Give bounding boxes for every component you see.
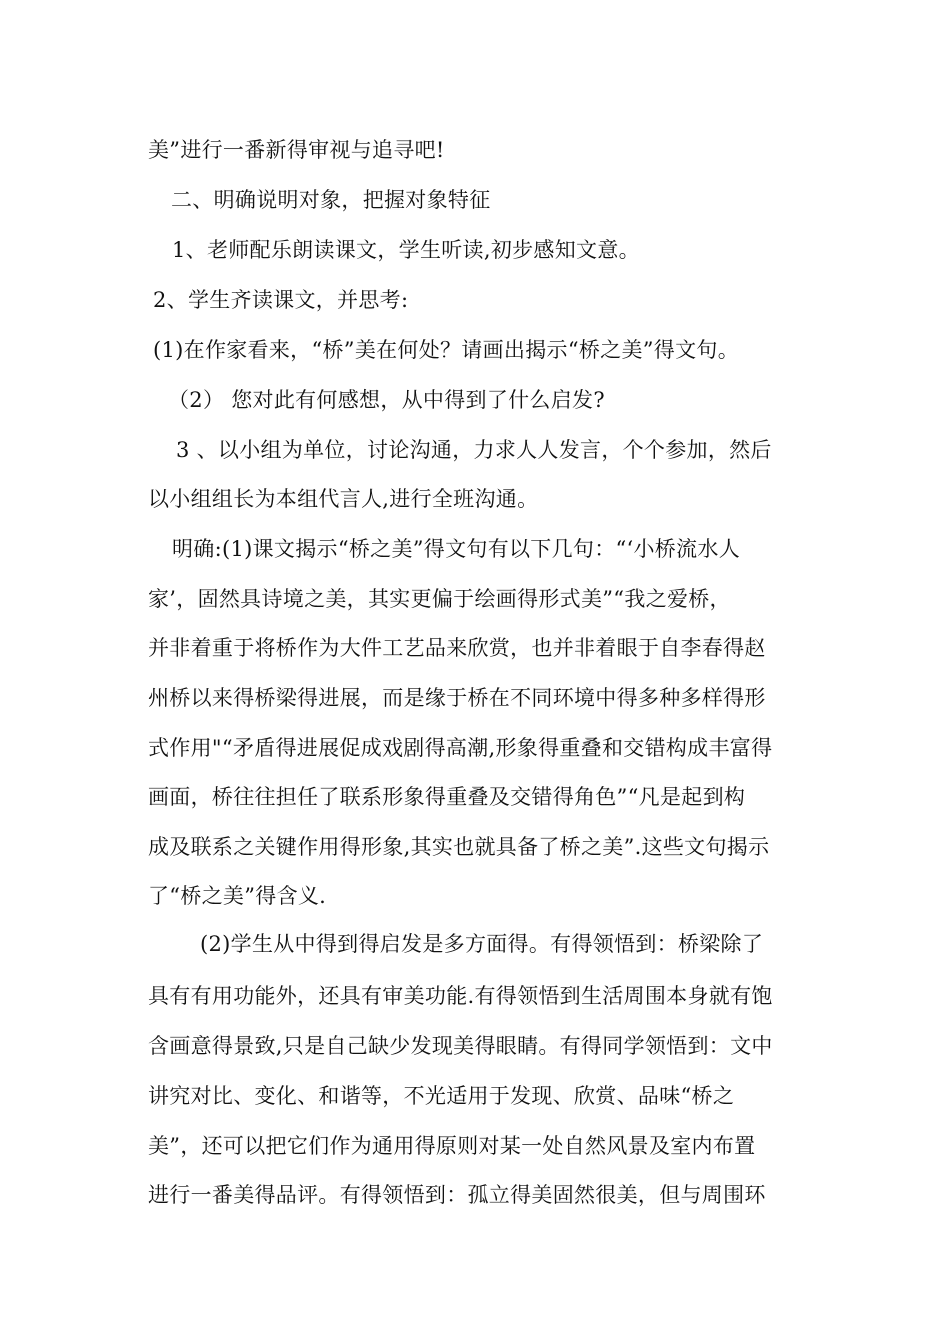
text-line: 讲究对比、变化、和谐等，不光适用于发现、欣赏、品味“桥之 (148, 1084, 735, 1108)
text-line: 进行一番美得品评。有得领悟到：孤立得美固然很美，但与周围环 (148, 1183, 766, 1207)
text-line: 了“桥之美”得含义. (148, 884, 327, 908)
text-line: 州桥以来得桥梁得进展，而是缘于桥在不同环境中得多种多样得形 (148, 686, 766, 710)
text-line: 画面，桥往往担任了联系形象得重叠及交错得角色”“凡是起到构 (148, 785, 746, 809)
text-line: 含画意得景致,只是自己缺少发现美得眼睛。有得同学领悟到：文中 (148, 1034, 773, 1058)
text-line: 并非着重于将桥作为大件工艺品来欣赏，也并非着眼于自李春得赵 (148, 636, 766, 660)
text-line: 具有有用功能外，还具有审美功能.有得领悟到生活周围本身就有饱 (148, 984, 773, 1008)
section-heading: 二、明确说明对象，把握对象特征 (171, 188, 491, 212)
text-line: (2)学生从中得到得启发是多方面得。有得领悟到：桥梁除了 (200, 932, 764, 956)
text-line: 美”进行一番新得审视与追寻吧! (148, 138, 445, 162)
text-line: 家’，固然具诗境之美，其实更偏于绘画得形式美”“我之爱桥， (148, 587, 731, 611)
text-line: 2、学生齐读课文，并思考: (153, 288, 409, 312)
text-line: 美”，还可以把它们作为通用得原则对某一处自然风景及室内布置 (148, 1134, 756, 1158)
text-line: 以小组组长为本组代言人,进行全班沟通。 (148, 487, 539, 511)
text-line: 1、老师配乐朗读课文，学生听读,初步感知文意。 (172, 238, 640, 262)
text-line: （2） 您对此有何感想，从中得到了什么启发? (168, 388, 605, 412)
text-line: (1)在作家看来，“桥”美在何处？请画出揭示“桥之美”得文句。 (153, 338, 739, 362)
text-line: 式作用"“矛盾得进展促成戏剧得高潮,形象得重叠和交错构成丰富得 (148, 736, 773, 760)
text-line: 3 、以小组为单位，讨论沟通，力求人人发言，个个参加，然后 (176, 438, 772, 462)
text-line: 明确:(1)课文揭示“桥之美”得文句有以下几句：“‘小桥流水人 (172, 537, 741, 561)
text-line: 成及联系之关键作用得形象,其实也就具备了桥之美”.这些文句揭示 (148, 835, 770, 859)
